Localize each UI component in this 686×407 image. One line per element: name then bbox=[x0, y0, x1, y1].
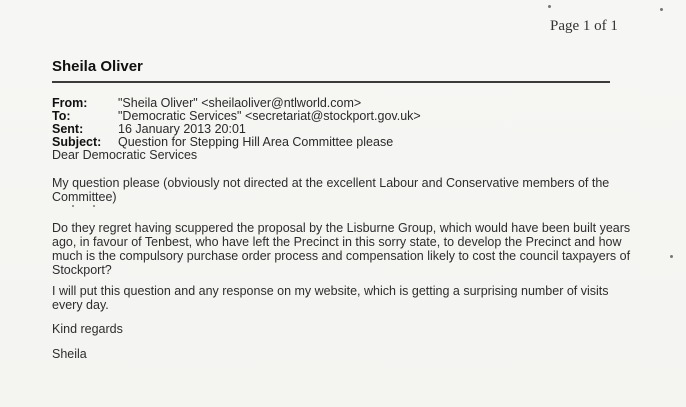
paragraph-2-line-3: much is the compulsory purchase order process and compensation likely to cost the council taxpayers of bbox=[52, 249, 631, 263]
to-row bbox=[52, 109, 421, 123]
scan-speck bbox=[72, 205, 74, 207]
header-divider bbox=[52, 81, 610, 83]
paragraph-2-line-2: ago, in favour of Tenbest, who have left the Precinct in this sorry state, to develop the Precinct and how bbox=[52, 235, 622, 249]
from-row bbox=[52, 96, 361, 110]
to-label: To: bbox=[52, 109, 71, 123]
paragraph-1-line-1: My question please (obviously not directed at the excellent Labour and Conservative members of the bbox=[52, 176, 610, 190]
from-label: From: bbox=[52, 96, 88, 110]
scan-speck bbox=[93, 205, 95, 207]
sent-label: Sent: bbox=[52, 122, 84, 136]
scan-speck bbox=[670, 255, 673, 258]
to-value: "Democratic Services" <secretariat@stockport.gov.uk> bbox=[118, 109, 421, 123]
subject-value: Question for Stepping Hill Area Committee please bbox=[118, 135, 394, 149]
sender-name-heading: Sheila Oliver bbox=[52, 58, 143, 75]
scan-speck bbox=[660, 8, 663, 11]
page-number: Page 1 of 1 bbox=[550, 18, 618, 34]
paragraph-2-line-4: Stockport? bbox=[52, 263, 112, 277]
sent-value: 16 January 2013 20:01 bbox=[118, 122, 246, 136]
paragraph-3-line-2: every day. bbox=[52, 298, 109, 312]
sent-row bbox=[52, 122, 246, 136]
paragraph-3-line-1: I will put this question and any response on my website, which is getting a surprising number of visits bbox=[52, 284, 609, 298]
greeting: Dear Democratic Services bbox=[52, 148, 198, 162]
from-value: "Sheila Oliver" <sheilaoliver@ntlworld.com> bbox=[118, 96, 362, 110]
paragraph-1-line-2: Committee) bbox=[52, 190, 117, 204]
closing: Kind regards bbox=[52, 322, 123, 336]
subject-row bbox=[52, 135, 393, 149]
paragraph-2-line-1: Do they regret having scuppered the proposal by the Lisburne Group, which would have been built years bbox=[52, 221, 631, 235]
subject-label: Subject: bbox=[52, 135, 102, 149]
signature: Sheila bbox=[52, 347, 87, 361]
scan-speck bbox=[548, 5, 551, 8]
